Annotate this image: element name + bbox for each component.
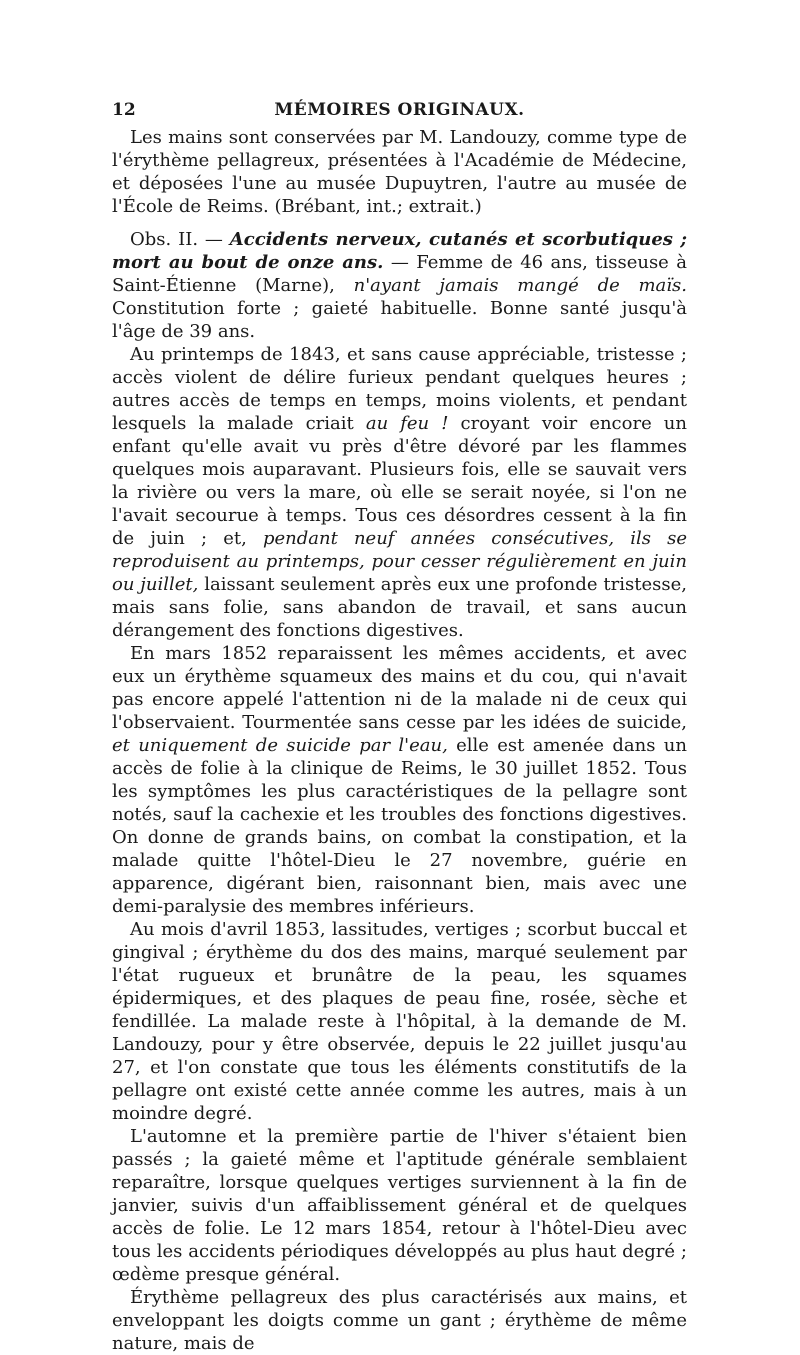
observation-constitution: Constitution forte ; gaieté habituelle. Bonne santé jusqu'à l'âge de 39 ans. [112,298,687,342]
observation-title: Accidents nerveux, cutanés et scorbutiques ; mort au bout de onze ans. [112,229,687,273]
observation-heading-paragraph [112,228,687,343]
observation-label: Obs. II. — [130,229,230,250]
body-text [112,126,687,1355]
page-number: 12 [112,100,136,120]
paragraph-6: L'automne et la première partie de l'hiver s'étaient bien passés ; la gaieté même et l'aptitude générale semblaient reparaître, lorsque quelques vertiges surviennent à la fin de janvier, suivis d'un affaiblissement général et de quelques accès de folie. Le 12 mars 1854, retour à l'hôtel-Dieu avec tous les accidents périodiques développés au plus haut degré ; œdème presque général. [112,1126,687,1285]
paragraph-4-part-a: En mars 1852 reparaissent les mêmes accidents, et avec eux un érythème squameux des mains et du cou, qui n'avait pas encore appelé l'attention ni de la malade ni de ceux qui l'observaient. Tourmentée sans cesse par les idées de suicide, [112,643,687,733]
paragraph-3-part-a: Au printemps de 1843, et sans cause appréciable, tristesse ; accès violent de délire furieux pendant quelques heures ; autres accès de temps en temps, moins violents, et pendant lesquels la malade criait [112,344,687,434]
paragraph-7: Érythème pellagreux des plus caractérisés aux mains, et enveloppant les doigts comme un gant ; érythème de même nature, mais de [112,1287,687,1354]
paragraph-3 [112,343,687,642]
observation-intro: — Femme de 46 ans, tisseuse à Saint-Étienne (Marne), [112,252,687,296]
book-page [112,100,687,1355]
paragraph-3-part-e: laissant seulement après eux une profonde tristesse, mais sans folie, sans abandon de travail, et sans aucun dérangement des fonctions digestives. [112,574,687,641]
paragraph-3-emphasis-a: au feu ! [365,413,449,434]
paragraph-4 [112,642,687,918]
paragraph-5: Au mois d'avril 1853, lassitudes, vertiges ; scorbut buccal et gingival ; érythème du dos des mains, marqué seulement par l'état rugueux et brunâtre de la peau, les squames épidermiques, et des plaques de peau fine, rosée, sèche et fendillée. La malade reste à l'hôpital, à la demande de M. Landouzy, pour y être observée, depuis le 22 juillet jusqu'au 27, et l'on constate que tous les éléments constitutifs de la pellagre ont existé cette année comme les autres, mais à un moindre degré. [112,919,687,1124]
page-header [112,100,687,126]
paragraph-1: Les mains sont conservées par M. Landouzy, comme type de l'érythème pellagreux, présentées à l'Académie de Médecine, et déposées l'une au musée Dupuytren, l'autre au musée de l'École de Reims. (Brébant, int.; extrait.) [112,127,687,217]
running-title: MÉMOIRES ORIGINAUX. [274,100,525,120]
paragraph-4-part-c: elle est amenée dans un accès de folie à la clinique de Reims, le 30 juillet 1852. Tous les symptômes les plus caractéristiques de la pellagre sont notés, sauf la cachexie et les troubles des fonctions digestives. On donne de grands bains, on combat la constipation, et la malade quitte l'hôtel-Dieu le 27 novembre, guérie en apparence, digérant bien, raisonnant bien, mais avec une demi-paralysie des membres inférieurs. [112,735,687,917]
paragraph-3-emphasis-b: pendant neuf années consécutives, ils se reproduisent au printemps, pour cesser régulièrement en juin ou juillet, [112,528,687,595]
observation-emphasis: n'ayant jamais mangé de maïs. [353,275,688,296]
paragraph-3-part-c: croyant voir encore un enfant qu'elle avait vu près d'être dévoré par les flammes quelques mois auparavant. Plusieurs fois, elle se sauvait vers la rivière ou vers la mare, où elle se serait noyée, si l'on ne l'avait secourue à temps. Tous ces désordres cessent à la fin de juin ; et, [112,413,687,549]
paragraph-4-emphasis: et uniquement de suicide par l'eau, [112,735,448,756]
